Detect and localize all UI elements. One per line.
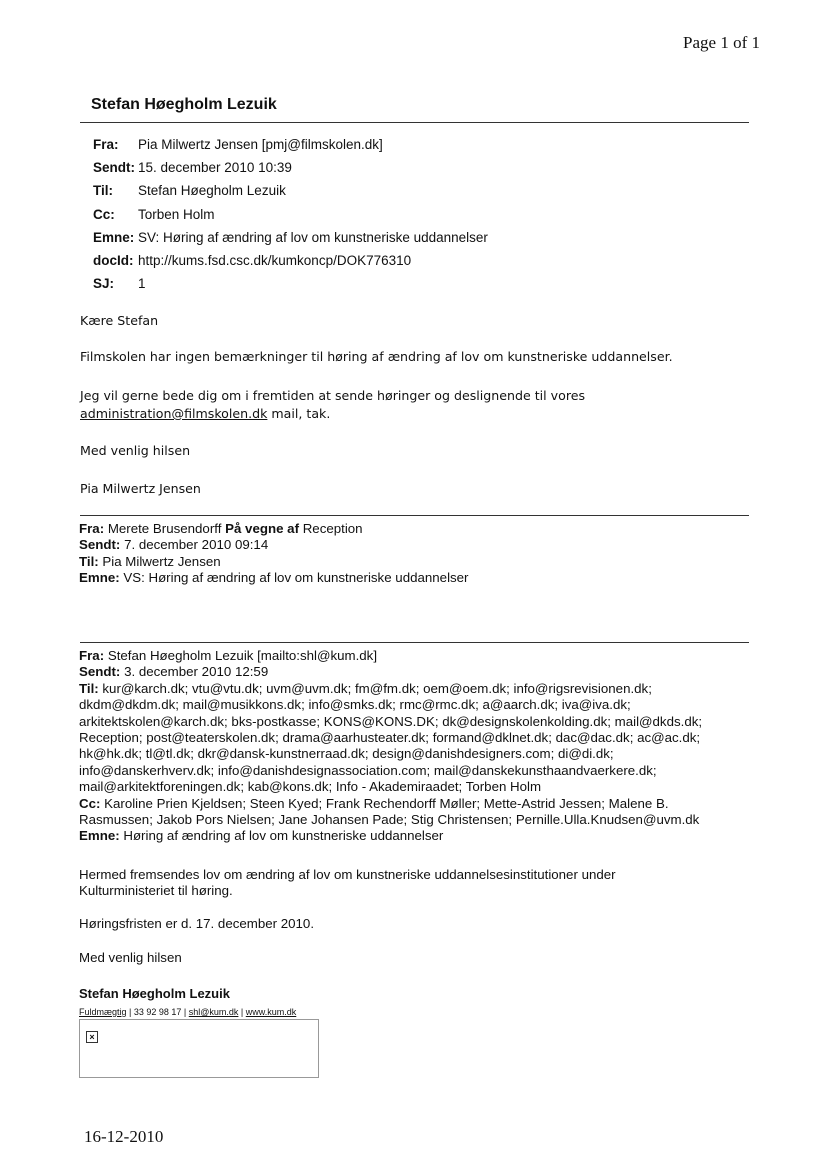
header-key: Sendt: [93, 160, 135, 176]
header-key: Cc: [93, 206, 115, 222]
signature-email-link[interactable]: shl@kum.dk [188, 1007, 239, 1017]
fwd2-to-line: hk@hk.dk; tl@tl.dk; dkr@dansk-kunstnerraad.dk; design@danishdesigners.com; di@di.dk; [79, 746, 614, 762]
header-value: SV: Høring af ændring af lov om kunstneriske uddannelser [138, 229, 488, 245]
header-row-sj [93, 276, 488, 299]
reply-closing: Med venlig hilsen [80, 443, 191, 458]
fwd2-to-line: arkitektskolen@karch.dk; bks-postkasse; KONS@KONS.DK; dk@designskolenkolding.dk; mail@dkds.dk; [79, 713, 703, 729]
fwd2-cc-value: Karoline Prien Kjeldsen; Steen Kyed; Frank Rechendorff Møller; Mette-Astrid Jessen; Malene B. [100, 795, 669, 811]
signature-web-link[interactable]: www.kum.dk [245, 1007, 297, 1017]
header-row-from [93, 137, 488, 160]
fwd1-to-value: Pia Milwertz Jensen [98, 553, 221, 569]
footer-date: 16-12-2010 [84, 1127, 164, 1146]
fwd2-sent-key: Sendt: [79, 664, 121, 680]
header-row-subject [93, 230, 488, 253]
reply-paragraph-2-line: Jeg vil gerne bede dig om i fremtiden at sende høringer og deslignende til vores [80, 388, 586, 403]
signature-separator: | [126, 1007, 134, 1017]
header-value: Torben Holm [138, 206, 215, 222]
fwd1-to-line [79, 554, 739, 570]
fwd2-cc-key: Cc: [79, 795, 101, 811]
header-key: SJ: [93, 276, 115, 292]
fwd2-subject-value: Høring af ændring af lov om kunstneriske uddannelser [119, 828, 444, 844]
header-row-docid [93, 253, 488, 276]
header-key: docId: [93, 252, 134, 268]
reply-greeting: Kære Stefan [80, 313, 159, 328]
forward-divider-2 [80, 642, 749, 643]
fwd2-to-value: kur@karch.dk; vtu@vtu.dk; uvm@uvm.dk; fm@fm.dk; oem@oem.dk; info@rigsrevisionen.dk; [98, 680, 652, 696]
fwd1-from-line [79, 521, 739, 537]
fwd2-to-line: Reception; post@teaterskolen.dk; drama@aarhusteater.dk; formand@dklnet.dk; dac@dac.dk; ac@ac.dk; [79, 730, 701, 746]
header-value: 1 [138, 276, 146, 292]
fwd2-subject-key: Emne: [79, 828, 120, 844]
fwd2-sent-value: 3. december 2010 12:59 [120, 664, 269, 680]
header-row-cc [93, 207, 488, 230]
original-paragraph-1-line: Hermed fremsendes lov om ændring af lov om kunstneriske uddannelsesinstitutioner under [79, 867, 616, 882]
fwd2-from-key: Fra: [79, 648, 105, 663]
reply-signature: Pia Milwertz Jensen [80, 481, 201, 496]
fwd2-to-line: dkdm@dkdm.dk; mail@musikkons.dk; info@smks.dk; rmc@rmc.dk; a@aarch.dk; iva@iva.dk; [79, 697, 631, 713]
reply-paragraph-2-tail: mail, tak. [267, 406, 331, 421]
fwd2-subject-line [79, 828, 739, 844]
signature-contact-line [79, 1007, 296, 1017]
original-signature-name: Stefan Høegholm Lezuik [79, 986, 230, 1001]
fwd2-to-key: Til: [79, 680, 99, 696]
header-row-to [93, 183, 488, 206]
fwd2-to-line: mail@arkitektforeningen.dk; kab@kons.dk; Info - Akademiraadet; Torben Holm [79, 779, 542, 795]
fwd2-sent-line [79, 664, 739, 680]
fwd1-from-value: Merete Brusendorff [104, 521, 226, 536]
fwd1-subject-value: VS: Høring af ændring af lov om kunstneriske uddannelser [119, 570, 469, 586]
header-value: 15. december 2010 10:39 [138, 160, 292, 176]
broken-image-icon: × [86, 1031, 98, 1043]
fwd2-to-line [79, 681, 739, 697]
reply-paragraph-2 [80, 387, 740, 423]
fwd2-from-line [79, 648, 739, 664]
fwd1-subject-key: Emne: [79, 570, 120, 586]
header-divider [80, 122, 749, 123]
signature-separator: | [181, 1007, 189, 1017]
original-closing: Med venlig hilsen [79, 950, 182, 965]
header-key: Emne: [93, 229, 135, 245]
fwd1-sent-key: Sendt: [79, 537, 121, 553]
fwd1-sent-value: 7. december 2010 09:14 [120, 537, 269, 553]
fwd1-subject-line [79, 570, 739, 586]
fwd2-from-value: Stefan Høegholm Lezuik [mailto:shl@kum.dk] [104, 648, 378, 663]
administration-email-link[interactable]: administration@filmskolen.dk [80, 406, 268, 421]
reply-paragraph-2-line [80, 405, 740, 423]
fwd1-on-behalf-value: Reception [299, 521, 363, 536]
original-paragraph-1 [79, 867, 739, 900]
message-owner-name: Stefan Høegholm Lezuik [91, 96, 277, 113]
header-value: http://kums.fsd.csc.dk/kumkoncp/DOK776310 [138, 252, 412, 268]
fwd1-on-behalf-key: På vegne af [225, 521, 299, 536]
forward-divider-1 [80, 515, 749, 516]
original-paragraph-1-line: Kulturministeriet til høring. [79, 883, 233, 899]
signature-title: Fuldmægtig [79, 1007, 127, 1017]
fwd2-cc-line: Rasmussen; Jakob Pors Nielsen; Jane Johansen Pade; Stig Christensen; Pernille.Ulla.Knudsen@uvm.dk [79, 812, 700, 828]
forwarded-header-1 [79, 521, 739, 587]
fwd1-sent-line [79, 537, 739, 553]
fwd1-to-key: Til: [79, 553, 99, 569]
fwd2-to-line: info@danskerhverv.dk; info@danishdesignassociation.com; mail@danskekunsthaandvaerkere.dk; [79, 762, 657, 778]
header-key: Fra: [93, 137, 119, 152]
reply-paragraph-1: Filmskolen har ingen bemærkninger til høring af ændring af lov om kunstneriske uddannelser. [80, 349, 673, 364]
fwd1-from-key: Fra: [79, 521, 105, 536]
signature-image-frame [79, 1019, 319, 1078]
fwd2-cc-line [79, 796, 739, 812]
header-key: Til: [93, 183, 113, 199]
signature-phone: 33 92 98 17 [133, 1007, 182, 1017]
original-paragraph-2: Høringsfristen er d. 17. december 2010. [79, 916, 315, 931]
signature-separator: | [238, 1007, 246, 1017]
header-value: Pia Milwertz Jensen [pmj@filmskolen.dk] [138, 137, 383, 152]
header-value: Stefan Høegholm Lezuik [138, 183, 286, 199]
email-header-table [93, 137, 488, 299]
forwarded-header-2 [79, 648, 739, 845]
header-row-sent [93, 160, 488, 183]
page-number: Page 1 of 1 [683, 33, 760, 52]
